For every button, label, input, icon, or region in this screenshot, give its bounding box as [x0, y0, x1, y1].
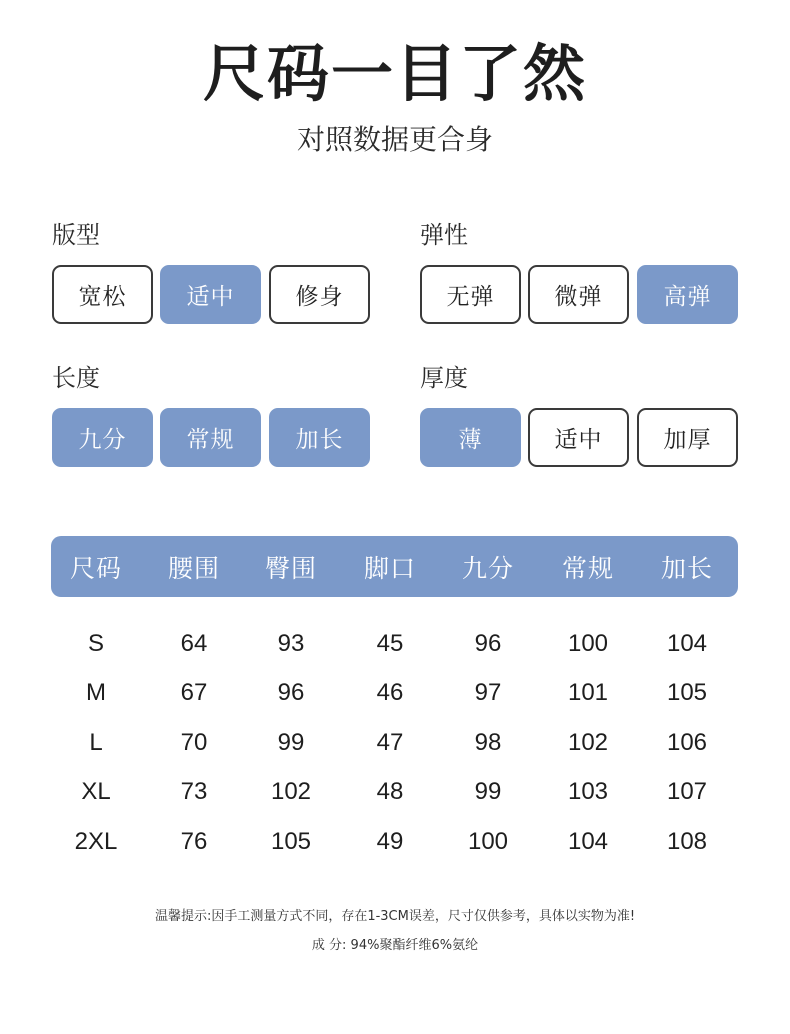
table-header-cell: 腰围	[167, 553, 220, 583]
measurement-cell: 100	[467, 828, 509, 855]
size-label-cell: XL	[81, 778, 111, 805]
measurement-cell: 47	[376, 729, 404, 756]
measurement-cell: 73	[180, 778, 208, 805]
table-header-cell: 加长	[660, 553, 713, 583]
size-label-cell: L	[89, 729, 103, 756]
measurement-cell: 93	[277, 630, 305, 657]
attribute-options	[420, 408, 740, 468]
measurement-cell: 107	[666, 778, 708, 805]
measurement-cell: 64	[180, 630, 208, 657]
attribute-option-button[interactable]: 微弹	[528, 265, 629, 324]
table-row	[0, 820, 790, 864]
measurement-cell: 76	[180, 828, 208, 855]
page-title: 尺码一目了然	[202, 37, 587, 110]
table-header-cell: 尺码	[69, 553, 122, 583]
attribute-group	[52, 362, 344, 453]
measurement-cell: 46	[376, 679, 404, 706]
table-row	[0, 622, 790, 666]
measurement-cell: 96	[277, 679, 305, 706]
measurement-cell: 106	[666, 729, 708, 756]
table-header-cell: 常规	[561, 553, 614, 583]
measurement-cell: 100	[567, 630, 609, 657]
measurement-cell: 97	[474, 679, 502, 706]
fabric-composition: 成 分: 94%聚酯纤维6%氨纶	[311, 938, 479, 953]
attribute-option-button[interactable]: 高弹	[637, 265, 738, 324]
measurement-cell: 48	[376, 778, 404, 805]
table-row	[0, 770, 790, 814]
attribute-option-button[interactable]: 宽松	[52, 265, 153, 324]
table-header-cell: 脚口	[363, 553, 416, 583]
attribute-options	[52, 265, 372, 325]
attribute-option-button[interactable]: 无弹	[420, 265, 521, 324]
measurement-cell: 105	[666, 679, 708, 706]
attribute-group-label: 长度	[52, 364, 100, 392]
measurement-cell: 102	[567, 729, 609, 756]
measurement-cell: 104	[666, 630, 708, 657]
measurement-cell: 45	[376, 630, 404, 657]
measurement-cell: 96	[474, 630, 502, 657]
attribute-option-button[interactable]: 九分	[52, 408, 153, 467]
measurement-cell: 49	[376, 828, 404, 855]
measurement-cell: 108	[666, 828, 708, 855]
size-table-header	[51, 536, 738, 597]
table-header-cell: 九分	[461, 553, 514, 583]
attribute-option-button[interactable]: 加厚	[637, 408, 738, 467]
measurement-cell: 103	[567, 778, 609, 805]
table-header-cell: 臀围	[264, 553, 317, 583]
attribute-option-button[interactable]: 常规	[160, 408, 261, 467]
measurement-cell: 99	[277, 729, 305, 756]
attribute-options	[52, 408, 372, 468]
attribute-option-button[interactable]: 加长	[269, 408, 370, 467]
measurement-cell: 98	[474, 729, 502, 756]
table-row	[0, 671, 790, 715]
measurement-cell: 104	[567, 828, 609, 855]
size-label-cell: 2XL	[74, 828, 118, 855]
attribute-option-button[interactable]: 修身	[269, 265, 370, 324]
attribute-group-label: 弹性	[420, 221, 468, 249]
measurement-cell: 105	[270, 828, 312, 855]
measurement-cell: 70	[180, 729, 208, 756]
table-row	[0, 721, 790, 765]
size-label-cell: M	[86, 679, 106, 706]
attribute-group	[420, 219, 712, 310]
measurement-cell: 102	[270, 778, 312, 805]
measurement-tip: 温馨提示:因手工测量方式不同，存在1-3CM误差，尺寸仅供参考，具体以实物为准!	[154, 909, 636, 924]
attribute-options	[420, 265, 740, 325]
size-label-cell: S	[87, 630, 104, 657]
page-subtitle: 对照数据更合身	[296, 123, 493, 156]
attribute-group-label: 厚度	[420, 364, 468, 392]
attribute-option-button[interactable]: 薄	[420, 408, 521, 467]
measurement-cell: 101	[567, 679, 609, 706]
attribute-option-button[interactable]: 适中	[528, 408, 629, 467]
attribute-group	[420, 362, 712, 453]
measurement-cell: 67	[180, 679, 208, 706]
attribute-option-button[interactable]: 适中	[160, 265, 261, 324]
measurement-cell: 99	[474, 778, 502, 805]
attribute-group-label: 版型	[52, 221, 100, 249]
attribute-group	[52, 219, 344, 310]
